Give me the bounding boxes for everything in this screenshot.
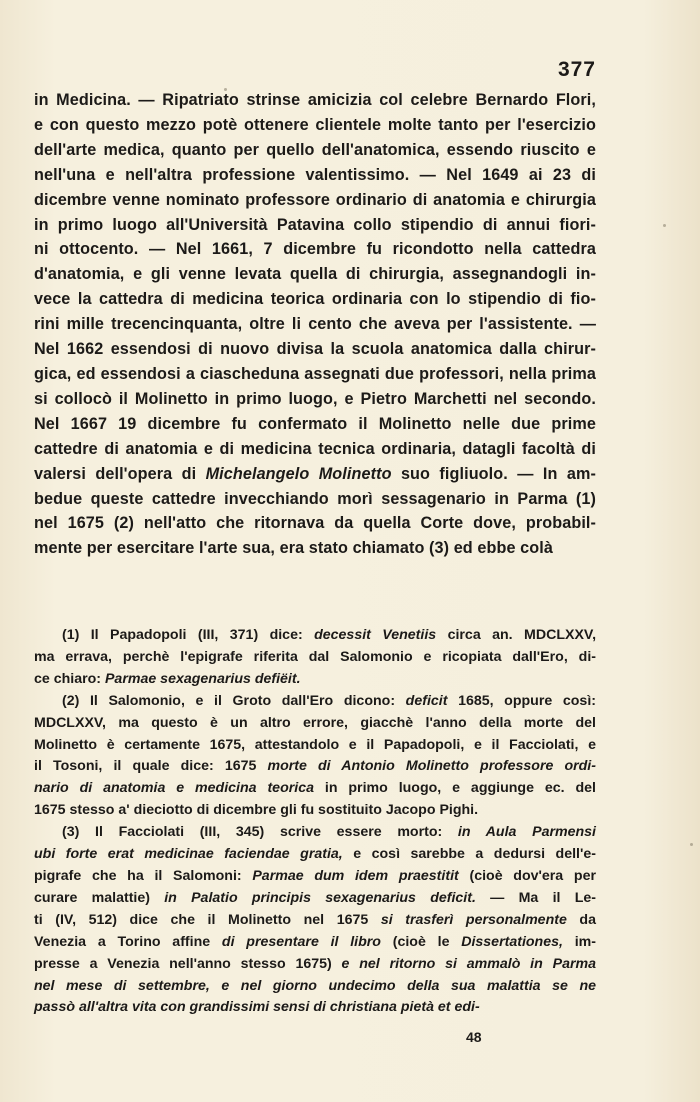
- footnote-line: [34, 756, 596, 778]
- footnote-line: [34, 625, 596, 647]
- italic-text: Dissertationes,: [461, 933, 563, 950]
- text-segment: pigrafe che ha il Salomoni:: [34, 867, 253, 884]
- text-line: [34, 163, 596, 188]
- text-line: [34, 462, 596, 487]
- footnote-line: [34, 888, 596, 910]
- text-line: [34, 213, 596, 238]
- text-segment: gica, ed essendosi a ciascheduna assegnati due professori, nella prima: [34, 364, 596, 383]
- text-line: [34, 287, 596, 312]
- paper-speck: [690, 843, 693, 846]
- text-segment: ti (IV, 512) dice che il Molinetto nel 1675: [34, 911, 381, 928]
- italic-text: passò all'altra vita con grandissimi sensi di christiana pietà et edi-: [34, 999, 480, 1016]
- text-segment: il Tosoni, il quale dice: 1675: [34, 758, 268, 775]
- text-line: [34, 412, 596, 437]
- text-line: [34, 387, 596, 412]
- paper-speck: [663, 224, 666, 227]
- italic-text: Parmae dum idem praestitit: [252, 867, 459, 884]
- text-segment: rini mille trecencinquanta, oltre li cento che aveva per l'assistente. —: [34, 315, 596, 334]
- text-segment: dell'arte medica, quanto per quello dell'anatomica, essendo riuscito e: [34, 140, 596, 159]
- text-segment: suo figliuolo. — In am-: [391, 464, 596, 483]
- text-line: [34, 511, 596, 536]
- text-segment: circa an. MDCLXXV,: [436, 627, 597, 643]
- text-segment: presse a Venezia nell'anno stesso 1675): [34, 955, 342, 972]
- text-segment: ma errava, perchè l'epigrafe riferita dal Salomonio e ricopiata dall'Ero, di-: [34, 648, 596, 665]
- text-segment: in primo luogo, e aggiunge ec. del: [313, 780, 596, 797]
- text-line: [34, 88, 596, 113]
- footnote-line: [34, 647, 596, 669]
- text-segment: (cioè dov'era per: [458, 867, 596, 884]
- text-segment: vece la cattedra di medicina teorica ordinaria con lo stipendio di fio-: [34, 290, 596, 309]
- italic-text: ubi forte erat medicinae faciendae gratia,: [34, 846, 343, 863]
- text-line: [34, 262, 596, 287]
- text-line: [34, 312, 596, 337]
- footnote-line: [34, 954, 596, 976]
- italic-text: e nel ritorno si ammalò in Parma: [341, 955, 596, 972]
- text-segment: ce chiaro:: [34, 670, 105, 687]
- footnote-line: [34, 778, 596, 800]
- text-segment: mente per esercitare l'arte sua, era stato chiamato (3) ed ebbe colà: [34, 539, 553, 558]
- text-line: [34, 487, 596, 512]
- text-segment: nell'una e nell'altra professione valentissimo. — Nel 1649 ai 23 di: [34, 165, 596, 184]
- footnote-line: [34, 713, 596, 735]
- text-line: [34, 138, 596, 163]
- footnote-line: [34, 669, 596, 691]
- text-segment: im-: [562, 933, 596, 950]
- footnote-line: [34, 866, 596, 888]
- text-segment: MDCLXXV, ma questo è un altro errore, giacchè l'anno della morte del: [34, 714, 596, 731]
- text-segment: cattedre di anatomia e di medicina tecnica ordinaria, datagli facoltà di: [34, 439, 596, 458]
- text-segment: curare malattie): [34, 889, 165, 906]
- italic-text: nel mese di settembre, e nel giorno undecimo della sua malattia se ne: [34, 977, 596, 994]
- text-segment: in Medicina. — Ripatriato strinse amicizia col celebre Bernardo Flori,: [34, 91, 596, 109]
- text-line: [34, 237, 596, 262]
- italic-text: Parmae sexagenarius defiëit.: [104, 670, 301, 687]
- text-line: [34, 362, 596, 387]
- text-segment: (2) Il Salomonio, e il Groto dall'Ero dicono:: [62, 692, 406, 709]
- footnote-line: [34, 822, 596, 844]
- italic-text: in Palatio principis sexagenarius deficit.: [164, 889, 476, 906]
- text-segment: Nel 1662 essendosi di nuovo divisa la scuola anatomica dalla chirur-: [34, 340, 596, 359]
- text-segment: valersi dell'opera di: [34, 464, 206, 483]
- text-line: [34, 337, 596, 362]
- text-segment: Venezia a Torino affine: [34, 933, 222, 950]
- signature-mark: 48: [466, 1029, 482, 1045]
- text-segment: nel 1675 (2) nell'atto che ritornava da quella Corte dove, probabil-: [34, 514, 596, 533]
- footnote-line: [34, 800, 596, 822]
- text-line: [34, 536, 596, 561]
- text-segment: 1685, oppure così:: [447, 692, 596, 709]
- footnote-line: [34, 932, 596, 954]
- italic-text: in Aula Parmensi: [457, 824, 596, 841]
- text-segment: (3) Il Facciolati (III, 345) scrive essere morto:: [62, 824, 458, 841]
- footnote-line: [34, 910, 596, 932]
- paper-speck: [224, 88, 227, 91]
- main-text: [34, 88, 596, 561]
- text-segment: si collocò il Molinetto in primo luogo, e Pietro Marchetti nel secondo.: [34, 389, 596, 408]
- text-segment: e con questo mezzo potè ottenere clientele molte tanto per l'esercizio: [34, 115, 596, 134]
- text-segment: dicembre venne nominato professore ordinario di anatomia e chirurgia: [34, 190, 596, 209]
- text-segment: e così sarebbe a dedursi dell'e-: [342, 846, 596, 863]
- text-segment: in primo luogo all'Università Patavina collo stipendio di annui fiori-: [34, 215, 596, 234]
- text-segment: Molinetto è certamente 1675, attestandolo e il Papadopoli, e il Facciolati, e: [34, 736, 596, 753]
- text-segment: ni ottocento. — Nel 1661, 7 dicembre fu ricondotto nella cattedra: [34, 240, 596, 259]
- footnote-line: [34, 844, 596, 866]
- text-segment: (1) Il Papadopoli (III, 371) dice:: [62, 627, 315, 643]
- text-segment: Nel 1667 19 dicembre fu confermato il Molinetto nelle due prime: [34, 414, 596, 433]
- text-segment: d'anatomia, e gli venne levata quella di chirurgia, assegnandogli in-: [34, 265, 596, 284]
- footnote-line: [34, 997, 596, 1019]
- text-line: [34, 188, 596, 213]
- footnotes: [34, 625, 596, 1019]
- italic-text: morte di Antonio Molinetto professore ordi-: [267, 758, 596, 775]
- text-segment: da: [566, 911, 596, 928]
- italic-text: di presentare il libro: [221, 933, 381, 950]
- italic-text: decessit Venetiis: [314, 627, 437, 643]
- text-line: [34, 437, 596, 462]
- italic-text: si trasferì personalmente: [380, 911, 567, 928]
- text-segment: — Ma il Le-: [475, 889, 596, 906]
- text-line: [34, 113, 596, 138]
- page-number: 377: [557, 58, 596, 81]
- footnote-line: [34, 976, 596, 998]
- footnote-line: [34, 691, 596, 713]
- footnote-line: [34, 735, 596, 757]
- italic-text: deficit: [405, 692, 448, 709]
- text-segment: bedue queste cattedre invecchiando morì sessagenario in Parma (1): [34, 489, 596, 508]
- italic-text: nario di anatomia e medicina teorica: [34, 780, 314, 797]
- text-segment: (cioè le: [380, 933, 462, 950]
- text-segment: 1675 stesso a' dieciotto di dicembre gli fu sostituito Jacopo Pighi.: [34, 802, 479, 819]
- italic-text: Michelangelo Molinetto: [205, 464, 392, 483]
